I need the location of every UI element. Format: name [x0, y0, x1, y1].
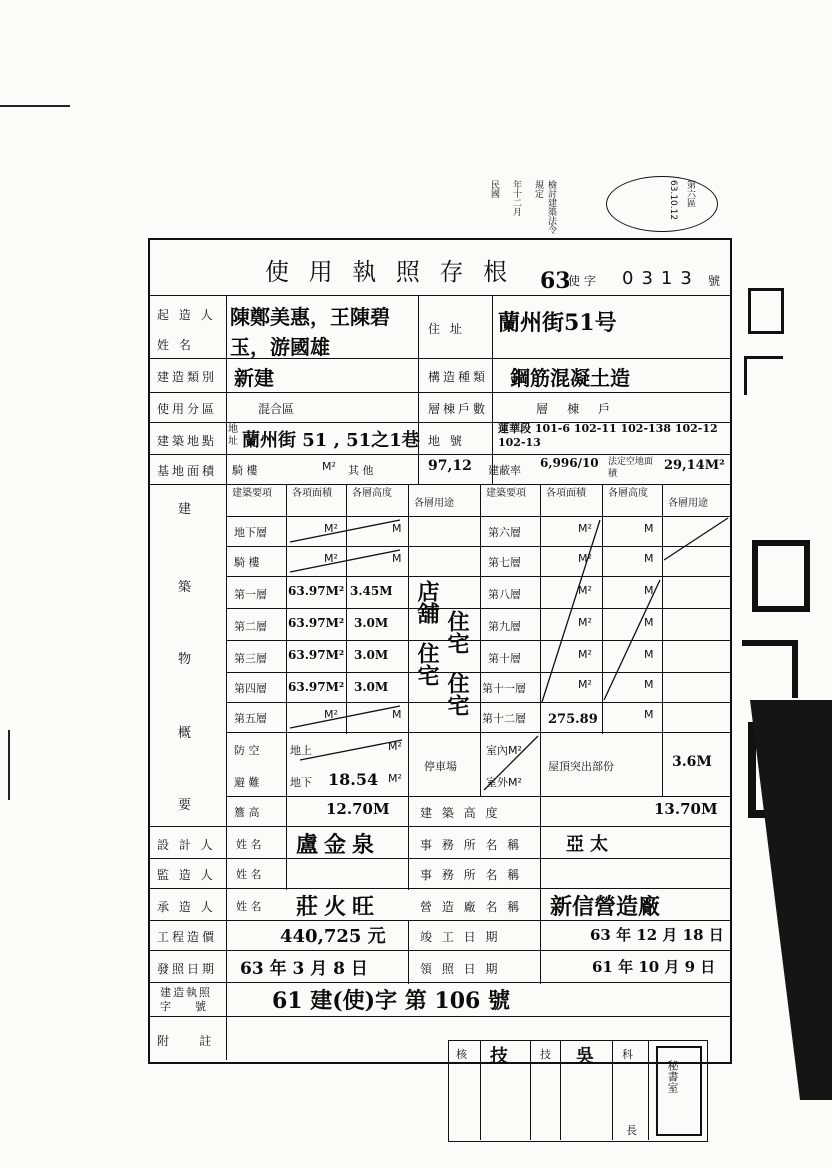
floor-height: M	[644, 648, 654, 661]
floor-height: M	[392, 552, 402, 565]
head-4: 各層用途	[414, 498, 454, 509]
floor-name: 第八層	[488, 588, 521, 601]
address-label: 住 址	[428, 322, 465, 336]
lot-value: 蓮華段 101-6 102-11 102-138 102-12 102-13	[498, 422, 718, 449]
category-label: 建造類別	[157, 370, 218, 384]
building-height-value: 13.70M	[654, 800, 718, 818]
shelter-above-unit: M²	[388, 740, 402, 753]
floor-name: 第一層	[234, 588, 267, 601]
signoff-name: 吳	[573, 1046, 594, 1064]
floor-name: 第三層	[234, 652, 267, 665]
head-7: 各層高度	[608, 488, 648, 499]
arcade-label: 騎 樓	[232, 464, 258, 477]
parking-indoor: 室內M²	[486, 744, 522, 757]
completion-label: 竣 工 日 期	[420, 930, 501, 944]
number-suffix: 號	[708, 274, 721, 288]
shelter-label-2: 避 難	[234, 776, 260, 789]
structure-label: 構造種類	[428, 370, 489, 384]
head-8: 各層用途	[668, 498, 708, 509]
floor-height: 3.0M	[354, 680, 389, 694]
designer-label: 設 計 人	[157, 838, 216, 852]
location-value: 蘭州街 51 , 51之1巷	[242, 430, 420, 451]
eaves-label: 簷 高	[234, 806, 260, 819]
head-3: 各層高度	[352, 488, 392, 499]
issue-date: 63 年 3 月 8 日	[240, 959, 368, 979]
floor-area: M²	[324, 522, 338, 535]
designer-office-label: 事 務 所 名 稱	[420, 838, 523, 852]
contractor-firm: 新信營造廠	[550, 894, 661, 920]
arcade-unit: M²	[322, 460, 336, 473]
category-value: 新建	[234, 366, 274, 390]
supervisor-office-label: 事 務 所 名 稱	[420, 868, 523, 882]
designer-office: 亞太	[566, 834, 614, 855]
side-label-1: 建	[178, 502, 192, 517]
head-5: 建築要項	[486, 488, 526, 499]
location-label: 建築地點	[157, 434, 218, 448]
floor-area: M²	[324, 552, 338, 565]
floor-area: M²	[578, 616, 592, 629]
side-label-4: 概	[178, 726, 192, 741]
parking-label: 停車場	[424, 760, 457, 773]
char-label: 使 字	[568, 274, 596, 288]
roof-label: 屋頂突出部份	[548, 760, 614, 773]
floor-area: 63.97M²	[288, 680, 345, 694]
shelter-below-value: 18.54	[328, 770, 379, 789]
floor-use-1: 店舖	[414, 580, 440, 624]
side-note-col2: 年十二月	[511, 180, 521, 216]
floor-name: 第七層	[488, 556, 521, 569]
floor-area: M²	[578, 552, 592, 565]
floor-area: M²	[324, 708, 338, 721]
side-note-col3: 檢討建築法令規定	[533, 180, 556, 234]
side-label-5: 要	[178, 798, 192, 813]
floor-area: M²	[578, 648, 592, 661]
floor-name: 第九層	[488, 620, 521, 633]
issue-date-label: 發照日期	[157, 962, 218, 976]
cost-label: 工程造價	[157, 930, 218, 944]
zone-value: 混合區	[258, 402, 295, 416]
contractor-firm-label: 營 造 廠 名 稱	[420, 900, 523, 914]
floor-name: 地下層	[234, 526, 267, 539]
floor-height: 3.0M	[354, 648, 389, 662]
coverage-label: 建蔽率	[488, 464, 521, 477]
designer-name-label: 姓 名	[236, 838, 262, 851]
structure-value: 鋼筋混凝土造	[510, 366, 630, 390]
permit-number: 0313	[622, 268, 700, 289]
floor-name: 第二層	[234, 620, 267, 633]
floor-area: M²	[578, 678, 592, 691]
floor-name: 騎 樓	[234, 556, 260, 569]
zone-label: 使用分區	[157, 402, 218, 416]
permit-no-label-1: 建造執照	[160, 986, 212, 999]
floor-name: 第四層	[234, 682, 267, 695]
contractor-label: 承 造 人	[157, 900, 216, 914]
legal-space-value: 29,14M²	[664, 458, 725, 473]
floor-name: 第六層	[488, 526, 521, 539]
building-height-label: 建 築 高 度	[420, 806, 501, 820]
eaves-value: 12.70M	[326, 800, 390, 818]
floor-area: 63.97M²	[288, 648, 345, 662]
floor-height: 3.0M	[354, 616, 389, 630]
signoff-col-1: 核	[456, 1048, 467, 1061]
receive-date: 61 年 10 月 9 日	[592, 958, 716, 976]
edge-dark-stripe	[640, 700, 832, 1100]
floor-height: M	[392, 522, 402, 535]
supervisor-name-label: 姓 名	[236, 868, 262, 881]
permit-no-value: 61 建(使)字 第 106 號	[272, 988, 510, 1014]
floor-height: 3.45M	[350, 584, 393, 598]
floors-value: 層 棟 戶	[536, 402, 611, 416]
rule	[560, 1040, 561, 1140]
shelter-above-label: 地上	[290, 744, 312, 757]
head-6: 各項面積	[546, 488, 586, 499]
side-note-col4: 63.10.12	[668, 180, 678, 221]
contractor-name-label: 姓 名	[236, 900, 262, 913]
floor-name: 第十一層	[482, 682, 526, 695]
floor-name: 第十二層	[482, 712, 526, 725]
contractor-name: 莊火旺	[296, 894, 381, 920]
other-value: 97,12	[428, 458, 472, 474]
floor-name: 第十層	[488, 652, 521, 665]
floor-height: M	[644, 552, 654, 565]
rule	[480, 1040, 481, 1140]
edge-stamp-2	[744, 356, 783, 395]
location-sub: 地址	[228, 424, 238, 447]
supervisor-label: 監 造 人	[157, 868, 216, 882]
shelter-below-unit: M²	[388, 772, 402, 785]
floors-label: 層棟戶數	[428, 402, 489, 416]
receive-date-label: 領 照 日 期	[420, 962, 501, 976]
address-value: 蘭州街51号	[498, 310, 617, 336]
floor-use-3: 住宅	[414, 642, 440, 686]
floor-height: M	[644, 522, 654, 535]
floor-use-2: 住宅	[444, 610, 470, 654]
year-prefix: 63	[540, 268, 571, 294]
parking-outdoor: 室外M²	[486, 776, 522, 789]
head-2: 各項面積	[292, 488, 332, 499]
floor-area: 63.97M²	[288, 584, 345, 598]
shelter-below-label: 地下	[290, 776, 312, 789]
floor-area: M²	[578, 522, 592, 535]
completion-date: 63 年 12 月 18 日	[590, 926, 724, 944]
signoff-col-2: 技	[487, 1046, 508, 1064]
side-label-3: 物	[178, 652, 192, 667]
page-title: 使 用 執 照 存 根	[265, 258, 514, 286]
cost-value: 440,725 元	[280, 926, 386, 947]
floor-height: M	[644, 678, 654, 691]
legal-space-label: 法定空地面積	[608, 457, 654, 479]
signoff-col-5: 長	[626, 1124, 637, 1137]
floor-use-4: 住宅	[444, 672, 470, 716]
floor-area: 63.97M²	[288, 616, 345, 630]
builder-label-2: 姓 名	[157, 338, 194, 352]
signoff-col-4: 科	[622, 1048, 633, 1061]
seal-text: 秘書室	[666, 1060, 679, 1093]
floor-height: M	[644, 584, 654, 597]
lot-label: 地 號	[428, 434, 465, 448]
side-note-col5: 第六區	[685, 180, 695, 207]
rule	[612, 1040, 613, 1140]
side-note-col1: 民國	[489, 180, 499, 198]
floor-height: M	[644, 616, 654, 629]
builder-label-1: 起 造 人	[157, 308, 216, 322]
floor-name: 第五層	[234, 712, 267, 725]
signoff-col-3: 技	[540, 1048, 551, 1061]
roof-value: 3.6M	[672, 754, 712, 770]
coverage-value: 6,996/10	[540, 456, 599, 470]
head-1: 建築要項	[232, 488, 272, 499]
side-label-2: 築	[178, 580, 192, 595]
edge-stamp-3	[752, 540, 810, 612]
builder-names: 陳鄭美惠，王陳碧玉，游國雄	[230, 305, 390, 359]
edge-stamp-1	[748, 288, 784, 334]
permit-no-label-2: 字 號	[160, 1000, 208, 1013]
edge-stamp-4	[742, 640, 798, 698]
floor-height: M	[392, 708, 402, 721]
floor-height: M	[644, 708, 654, 721]
floor-area: M²	[578, 584, 592, 597]
designer-name: 盧金泉	[296, 832, 381, 858]
shelter-label-1: 防 空	[234, 744, 260, 757]
remarks-label: 附 註	[157, 1034, 215, 1048]
site-area-label: 基地面積	[157, 464, 218, 478]
floor-area: 275.89	[548, 712, 598, 727]
other-label: 其 他	[348, 464, 374, 477]
rule	[530, 1040, 531, 1140]
